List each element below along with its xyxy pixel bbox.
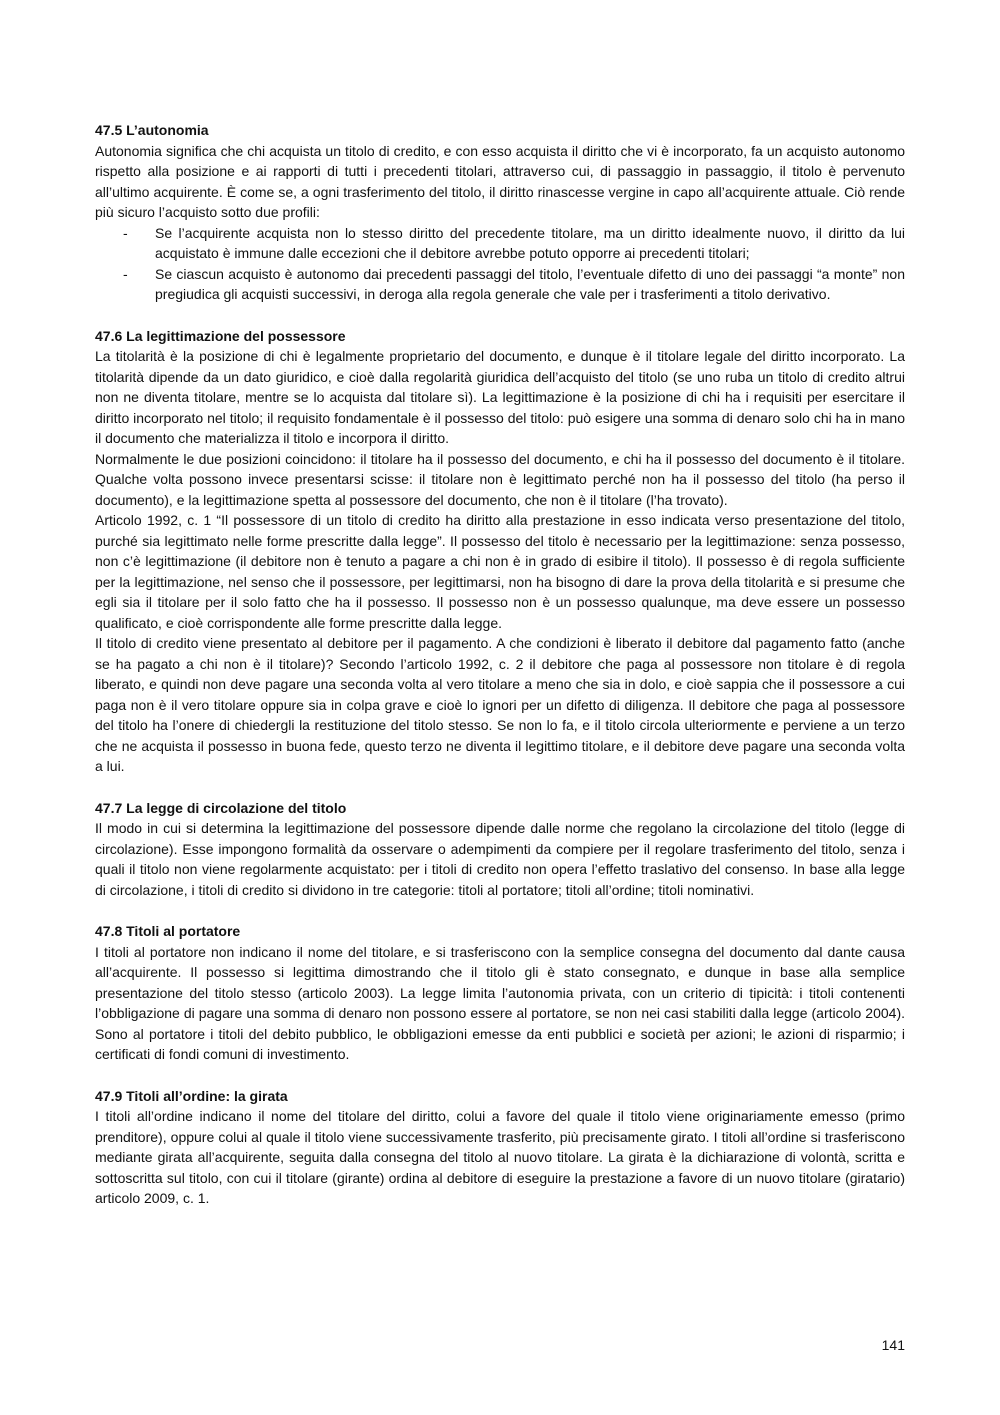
section-titoli-ordine (95, 1086, 905, 1209)
document-page (95, 120, 905, 1230)
section-legittimazione (95, 326, 905, 777)
paragraph: La titolarità è la posizione di chi è legalmente proprietario del documento, e dunque è il titolare legale del diritto incorporato. La titolarità dipende da un dato giuridico, e cioè dalla regolarità giuridica dell’acquisto del titolo (se uno ruba un titolo di credito altrui non ne diventa titolare, mentre se lo acquista dal titolare sì). La legittimazione è la posizione di chi ha i requisiti per esercitare il diritto incorporato nel titolo; il requisito fondamentale è il possesso del titolo: può esigere una somma di denaro solo chi ha in mano il documento che materializza il titolo e incorpora il diritto. (95, 348, 905, 446)
section-legge-circolazione (95, 798, 905, 901)
list-item (123, 223, 905, 264)
list-item-text: Se ciascun acquisto è autonomo dai precedenti passaggi del titolo, l’eventuale difetto di uno dei passaggi “a monte” non pregiudica gli acquisti successivi, in deroga alla regola generale che vale per i trasferimenti a titolo derivativo. (155, 265, 905, 302)
paragraph: Il modo in cui si determina la legittimazione del possessore dipende dalle norme che regolano la circolazione del titolo (legge di circolazione). Esse impongono formalità da osservare o adempimenti da compiere per il regolare trasferimento del titolo, senza i quali il titolo non viene regolarmente acquistato: per i titoli di credito non opera l’effetto traslativo del consenso. In base alla legge di circolazione, i titoli di credito si dividono in tre categorie: titoli al portatore; titoli all’ordine; titoli nominativi. (95, 820, 905, 898)
paragraph: Autonomia significa che chi acquista un titolo di credito, e con esso acquista il diritto che vi è incorporato, fa un acquisto autonomo rispetto alla posizione e ai rapporti di tutti i precedenti titolari, attraverso cui, di passaggio in passaggio, il titolo è pervenuto all’ultimo acquirente. È come se, a ogni trasferimento del titolo, il diritto rinascesse vergine in capo all’acquirente attuale. Ciò rende più sicuro l’acquisto sotto due profili: (95, 142, 905, 220)
page-number: 141 (881, 1337, 905, 1353)
section-title: 47.9 Titoli all’ordine: la girata (95, 1087, 288, 1104)
section-title: 47.7 La legge di circolazione del titolo (95, 799, 347, 816)
bullet-marker: - (123, 265, 128, 282)
section-title: 47.8 Titoli al portatore (95, 923, 241, 939)
paragraph: I titoli al portatore non indicano il nome del titolare, e si trasferiscono con la semplice consegna del documento dal dante causa all’acquirente. Il possesso si legittima dimostrando che il titolo gli è stato consegnato, e dunque in base alla semplice presentazione del titolo stesso (articolo 2003). La legge limita l’autonomia privata, con un criterio di tipicità: i titoli contenenti l’obbligazione di pagare una somma di denaro non possono essere al portatore, se non nei casi stabiliti dalla legge (articolo 2004). Sono al portatore i titoli del debito pubblico, le obbligazioni emesse da enti pubblici e società per azioni; le azioni di risparmio; i certificati di fondi comuni di investimento. (95, 943, 905, 1062)
section-titoli-portatore (95, 921, 905, 1065)
paragraph: Il titolo di credito viene presentato al debitore per il pagamento. A che condizioni è liberato il debitore dal pagamento fatto (anche se ha pagato a chi non è il titolare)? Secondo l’articolo 1992, c. 2 il debitore che paga al possessore non titolare è di regola liberato, e quindi non deve pagare una seconda volta al vero titolare a meno che sia in dolo, e cioè sappia che il possessore a cui paga non è il vero titolare oppure sia in colpa grave e cioè lo ignori per un difetto di diligenza. Il debitore che paga al possessore del titolo ha l’onere di chiedergli la restituzione del titolo stesso. Se non lo fa, e il titolo circola ulteriormente e perviene a un terzo che ne acquista il possesso in buona fede, questo terzo ne diventa il legittimo titolare, e il debitore deve pagare una seconda volta a lui. (95, 635, 905, 774)
section-title: 47.6 La legittimazione del possessore (95, 327, 346, 344)
paragraph: I titoli all’ordine indicano il nome del titolare del diritto, colui a favore del quale il titolo viene originariamente emesso (primo prenditore), oppure colui al quale il titolo viene successivamente trasferito, più precisamente girato. I titoli all’ordine si trasferiscono mediante girata all’acquirente, seguita dalla consegna del titolo al nuovo titolare. La girata è la dichiarazione di volontà, scritta e sottoscritta sul titolo, con cui il titolare (girante) ordina al debitore di eseguire la prestazione a favore di un nuovo titolare (giratario) articolo 2009, c. 1. (95, 1108, 905, 1206)
section-title: 47.5 L’autonomia (95, 122, 209, 138)
list-item (123, 264, 905, 305)
section-autonomia (95, 120, 905, 305)
paragraph: Articolo 1992, c. 1 “Il possessore di un titolo di credito ha diritto alla prestazione in esso indicata verso presentazione del titolo, purché sia legittimato nelle forme prescritte dalla legge”. Il possesso del titolo è necessario per la legittimazione: senza possesso, non c’è legittimazione (il debitore non è tenuto a pagare a chi non è in grado di esibire il titolo). Il possesso è di regola sufficiente per la legittimazione, nel senso che il possessore, per legittimarsi, non ha bisogno di dare la prova della titolarità e si presume che egli sia il titolare per il solo fatto che ha il possesso. Il possesso non è un possesso qualunque, ma deve essere un possesso qualificato, e cioè corrispondente alle forme prescritte dalla legge. (95, 512, 905, 631)
list-item-text: Se l’acquirente acquista non lo stesso diritto del precedente titolare, ma un diritto idealmente nuovo, il diritto da lui acquistato è immune dalle eccezioni che il debitore avrebbe potuto opporre ai precedenti titolari; (155, 224, 905, 261)
paragraph: Normalmente le due posizioni coincidono: il titolare ha il possesso del documento, e chi ha il possesso del documento è il titolare. Qualche volta possono invece presentarsi scisse: il titolare non è legittimato perché non ha il possesso del titolo (ha perso il documento), e la legittimazione spetta al possessore del documento, che non è il titolare (l’ha trovato). (95, 450, 905, 508)
bullet-marker: - (123, 224, 128, 241)
bullet-list (95, 223, 905, 305)
